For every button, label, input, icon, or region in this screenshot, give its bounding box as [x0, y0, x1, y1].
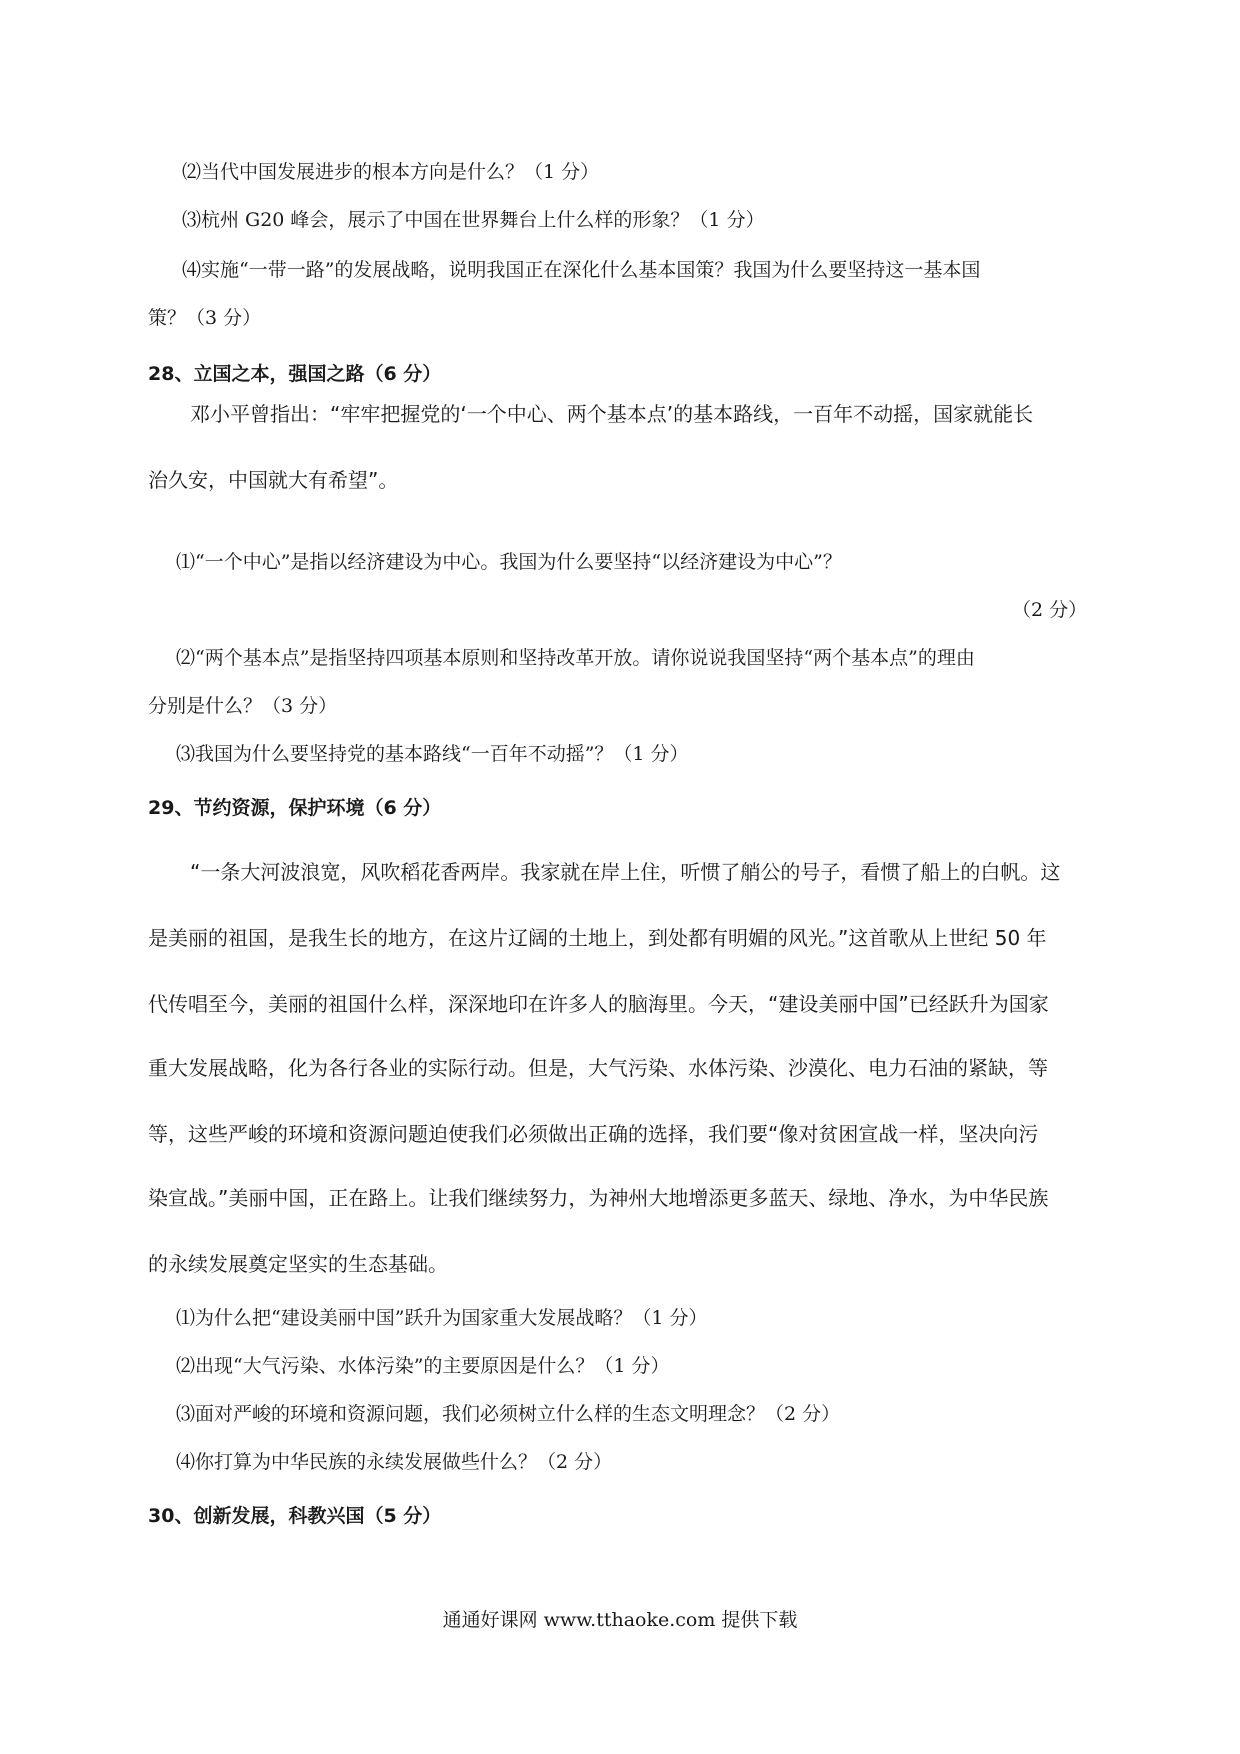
q29-passage-line: 是美丽的祖国，是我生长的地方，在这片辽阔的土地上，到处都有明媚的风光。”这首歌从上世纪 50 年 [148, 926, 1047, 950]
question-line: ⑶杭州 G20 峰会，展示了中国在世界舞台上什么样的形象？（1 分） [182, 209, 765, 231]
q28-heading: 28、立国之本，强国之路（6 分） [148, 363, 442, 385]
question-line: ⑵当代中国发展进步的根本方向是什么？（1 分） [182, 161, 600, 183]
q30-heading: 30、创新发展，科教兴国（5 分） [148, 1505, 442, 1527]
q29-question-line: ⑵出现“大气污染、水体污染”的主要原因是什么？（1 分） [176, 1355, 670, 1377]
q29-passage-line: 重大发展战略，化为各行各业的实际行动。但是，大气污染、水体污染、沙漠化、电力石油的紧缺，等 [148, 1056, 1048, 1080]
q29-passage-line: 的永续发展奠定坚实的生态基础。 [148, 1252, 448, 1276]
q28-score: （2 分） [1012, 599, 1088, 621]
page-footer: 通通好课网 www.tthaoke.com 提供下载 [442, 1609, 798, 1631]
q29-passage-line: 代传唱至今，美丽的祖国什么样，深深地印在许多人的脑海里。今天，“建设美丽中国”已经跃升为国家 [148, 992, 1049, 1016]
q29-passage-line: 等，这些严峻的环境和资源问题迫使我们必须做出正确的选择，我们要“像对贫困宣战一样，坚决向污 [148, 1122, 1039, 1146]
q29-question-line: ⑶面对严峻的环境和资源问题，我们必须树立什么样的生态文明理念？（2 分） [176, 1403, 841, 1425]
q29-heading: 29、节约资源，保护环境（6 分） [148, 797, 442, 819]
q28-question-line: ⑵“两个基本点”是指坚持四项基本原则和坚持改革开放。请你说说我国坚持“两个基本点”的理由 [176, 647, 975, 669]
q28-passage-line: 邓小平曾指出：“牢牢把握党的‘一个中心、两个基本点’的基本路线，一百年不动摇，国家就能长 [190, 402, 1034, 426]
q29-question-line: ⑷你打算为中华民族的永续发展做些什么？（2 分） [176, 1451, 613, 1473]
question-line: 策？（3 分） [148, 307, 262, 329]
q29-question-line: ⑴为什么把“建设美丽中国”跃升为国家重大发展战略？（1 分） [176, 1307, 708, 1329]
q28-passage-line: 治久安，中国就大有希望”。 [148, 468, 399, 492]
q28-question-line: ⑴“一个中心”是指以经济建设为中心。我国为什么要坚持“以经济建设为中心”？ [176, 551, 842, 573]
q29-passage-line: 染宣战。”美丽中国，正在路上。让我们继续努力，为神州大地增添更多蓝天、绿地、净水，为中华民族 [148, 1186, 1049, 1210]
question-line: ⑷实施“一带一路”的发展战略，说明我国正在深化什么基本国策？我国为什么要坚持这一基本国 [182, 259, 981, 281]
q28-question-line: ⑶我国为什么要坚持党的基本路线“一百年不动摇”？（1 分） [176, 743, 689, 765]
q28-question-line: 分别是什么？（3 分） [148, 695, 338, 717]
q29-passage-line: “一条大河波浪宽，风吹稻花香两岸。我家就在岸上住，听惯了艄公的号子，看惯了船上的白帆。这 [190, 860, 1061, 884]
